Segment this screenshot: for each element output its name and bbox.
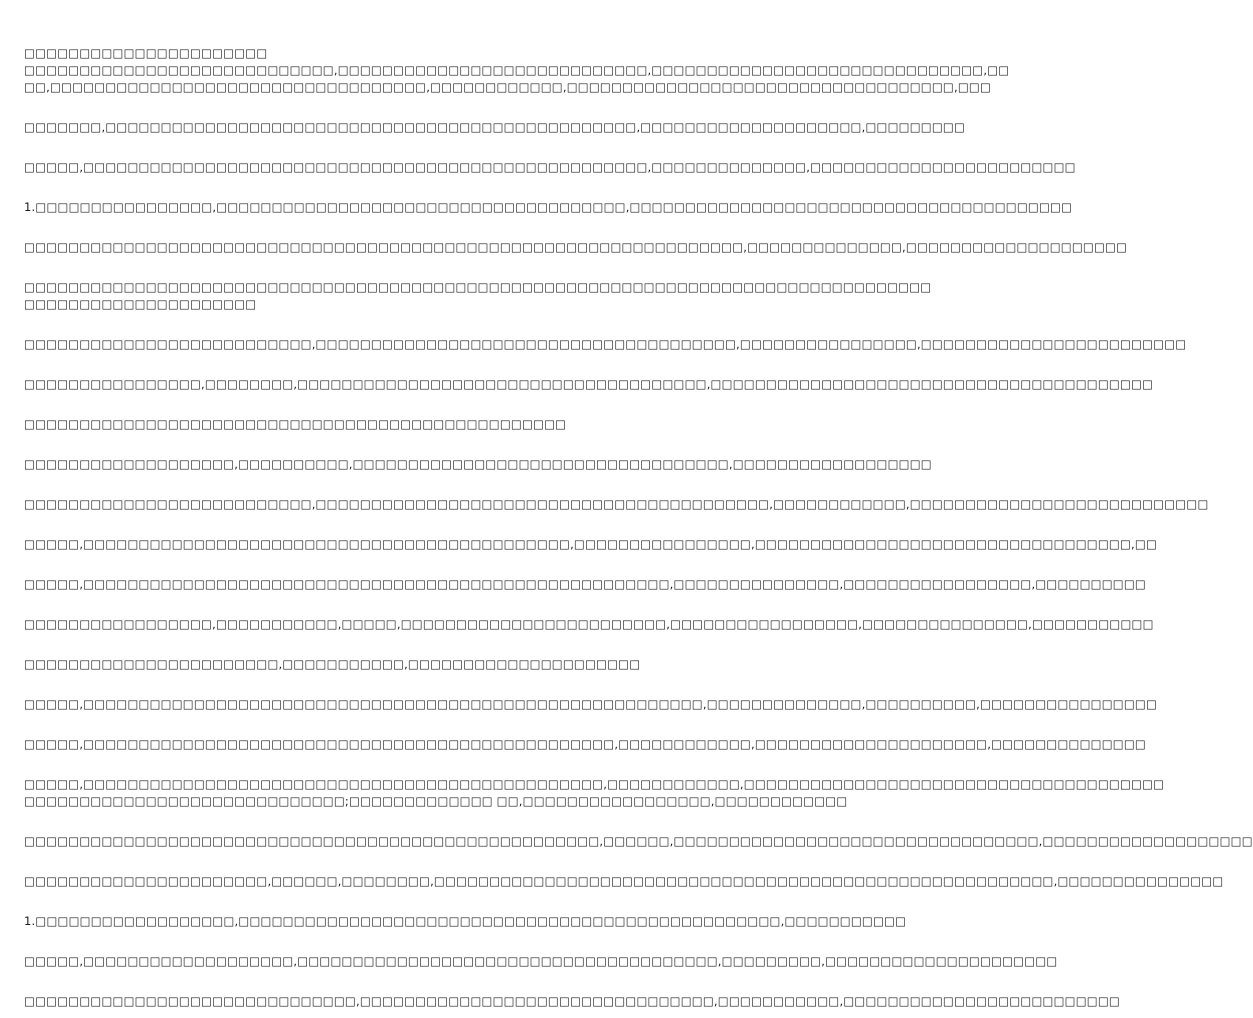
document-line: □□□□□□□□□□□□□□□□□,□□□□□□□□□□□,□□□□□,□□□□□□□□□□□□□□□□□□□□□□□□,□□□□□□□□□□□□□□□□□,□□□□□□□□□□□□□□□,□□□□□□□□□□□	[24, 617, 1154, 631]
paragraph-gap	[24, 810, 696, 833]
document-line: □□□□□□□□□□□□□□□□□□□□□□,□□□□□□,□□□□□□□□,□□□□□□□□□□□□□□□□□□□□□□□□□□□□□□□□□□□□□□□□□□□□□□□□□□□□□□□□,□□□□□□□□□□□□□□□	[24, 874, 1224, 888]
paragraph-gap	[24, 970, 696, 993]
document-line: □□□□□,□□□□□□□□□□□□□□□□□□□□□□□□□□□□□□□□□□□□□□□□□□□□□□□□□□□□□□□□,□□□□□□□□□□□□□□,□□□□□□□□□□,□□□□□□□□□□□□□□□□	[24, 697, 1158, 711]
document-line: □□□□□,□□□□□□□□□□□□□□□□□□□□□□□□□□□□□□□□□□□□□□□□□□□□□□□□,□□□□□□□□□□□□,□□□□□□□□□□□□□□□□□□□□□,□□□□□□□□□□□□□□	[24, 737, 1146, 751]
document-line: □□□□□□□,□□□□□□□□□□□□□□□□□□□□□□□□□□□□□□□□□□□□□□□□□□□□□□□□,□□□□□□□□□□□□□□□□□□□□,□□□□□□□□□	[24, 120, 966, 134]
document-line: □□□□□□□□□□□□□□□□,□□□□□□□□,□□□□□□□□□□□□□□□□□□□□□□□□□□□□□□□□□□□□□,□□□□□□□□□□□□□□□□□□□□□□□□□□□□□□□□□□□□□□□□	[24, 377, 1154, 391]
document-line: □□□□□□□□□□□□□□□□□□□□□□□□□□,□□□□□□□□□□□□□□□□□□□□□□□□□□□□□□□□□□□□□□□□□,□□□□□□□□□□□□,□□□□□□□□□□□□□□□□□□□□□□□□□□□	[24, 497, 1209, 511]
document-line: □□□□□□□□□□□□□□□□□□□□□□□□□□□□□;□□□□□□□□□□□□□ □□,□□□□□□□□□□□□□□□□□,□□□□□□□□□□□□	[24, 794, 848, 808]
document-line: □□□□□,□□□□□□□□□□□□□□□□□□□□□□□□□□□□□□□□□□□□□□□□□□□□□□□□□□□□□,□□□□□□□□□□□□□□□,□□□□□□□□□□□□□□□□□,□□□□□□□□□□	[24, 577, 1146, 591]
document-line: □□□□□□□□□□□□□□□□□□□□□□□□□□□□□□□□□□□□□□□□□□□□□□□□□□□□,□□□□□□,□□□□□□□□□□□□□□□□□□□□□□□□□□□□□□□□□,□□□□□□□□□□□□□□□□□□□	[24, 834, 1253, 848]
document-line: □□□□□□□□□□□□□□□□□□□,□□□□□□□□□□,□□□□□□□□□□□□□□□□□□□□□□□□□□□□□□□□□□,□□□□□□□□□□□□□□□□□□	[24, 457, 932, 471]
document-line: □□□□□□□□□□□□□□□□□□□□□□□□□□□□□□□□□□□□□□□□□□□□□□□□□□□□□□□□□□□□□□□□□,□□□□□□□□□□□□□□,□□□□□□□□□□□□□□□□□□□□	[24, 240, 1128, 254]
paragraph-gap	[24, 216, 696, 239]
document-line: □□,□□□□□□□□□□□□□□□□□□□□□□□□□□□□□□□□□□,□□□□□□□□□□□□,□□□□□□□□□□□□□□□□□□□□□□□□□□□□□□□□□□□,□□□	[24, 80, 992, 94]
paragraph-gap	[24, 890, 696, 913]
paragraph-gap	[24, 513, 696, 536]
document-line: □□□□□□□□□□□□□□□□□□□□□□□□□□□□,□□□□□□□□□□□□□□□□□□□□□□□□□□□□,□□□□□□□□□□□□□□□□□□□□□□□□□□□□□□,□□	[24, 63, 1010, 77]
paragraph-gap	[24, 473, 696, 496]
paragraph-gap	[24, 633, 696, 656]
document-line: □□□□□,□□□□□□□□□□□□□□□□□□□,□□□□□□□□□□□□□□□□□□□□□□□□□□□□□□□□□□□□□□,□□□□□□□□□,□□□□□□□□□□□□□□□□□□□□□	[24, 954, 1058, 968]
paragraph-gap	[24, 753, 696, 776]
paragraph-gap	[24, 930, 696, 953]
paragraph-gap	[24, 96, 696, 119]
document-line: □□□□□□□□□□□□□□□□□□□□□□□□□□□□□□□□□□□□□□□□□□□□□□□□□	[24, 417, 567, 431]
paragraph-gap	[24, 176, 696, 199]
paragraph-gap	[24, 136, 696, 159]
paragraph-gap	[24, 256, 696, 279]
paragraph-gap	[24, 593, 696, 616]
document-line: □□□□□□□□□□□□□□□□□□□□□	[24, 297, 257, 311]
document-line: 1.□□□□□□□□□□□□□□□□,□□□□□□□□□□□□□□□□□□□□□□□□□□□□□□□□□□□□□,□□□□□□□□□□□□□□□□□□□□□□□□□□□□□□□□□□□□□□□□	[24, 200, 1073, 214]
paragraph-gap	[24, 393, 696, 416]
document-line: □□□□□□□□□□□□□□□□□□□□□□□□□□□□□□□□□□□□□□□□□□□□□□□□□□□□□□□□□□□□□□□□□□□□□□□□□□□□□□□□□□	[24, 280, 932, 294]
document-line: □□□□□□□□□□□□□□□□□□□□□□	[24, 46, 268, 60]
paragraph-gap	[24, 353, 696, 376]
paragraph-gap	[24, 553, 696, 576]
paragraph-gap	[24, 433, 696, 456]
paragraph-gap	[24, 313, 696, 336]
document-line: □□□□□□□□□□□□□□□□□□□□□□□□□□,□□□□□□□□□□□□□□□□□□□□□□□□□□□□□□□□□□□□□□,□□□□□□□□□□□□□□□□,□□□□□□□□□□□□□□□□□□□□□□□□	[24, 337, 1187, 351]
document-line: □□□□□,□□□□□□□□□□□□□□□□□□□□□□□□□□□□□□□□□□□□□□□□□□□□□□□□□□□,□□□□□□□□□□□□□□,□□□□□□□□□□□□□□□□□□□□□□□□	[24, 160, 1076, 174]
document-line: □□□□□□□□□□□□□□□□□□□□□□□□□□□□□□,□□□□□□□□□□□□□□□□□□□□□□□□□□□□□□□□,□□□□□□□□□□□,□□□□□□□□□□□□□□□□□□□□□□□□□	[24, 994, 1120, 1008]
paragraph-gap	[24, 713, 696, 736]
document-line: □□□□□,□□□□□□□□□□□□□□□□□□□□□□□□□□□□□□□□□□□□□□□□□□□□□□□,□□□□□□□□□□□□,□□□□□□□□□□□□□□□□□□□□□□□□□□□□□□□□□□□□□□	[24, 777, 1165, 791]
document-line: □□□□□□□□□□□□□□□□□□□□□□□,□□□□□□□□□□□,□□□□□□□□□□□□□□□□□□□□□	[24, 657, 641, 671]
paragraph-gap	[24, 673, 696, 696]
paragraph-gap	[24, 850, 696, 873]
document-line: 1.□□□□□□□□□□□□□□□□□□,□□□□□□□□□□□□□□□□□□□□□□□□□□□□□□□□□□□□□□□□□□□□□□□□□,□□□□□□□□□□□	[24, 914, 907, 928]
document-line: □□□□□,□□□□□□□□□□□□□□□□□□□□□□□□□□□□□□□□□□□□□□□□□□□□,□□□□□□□□□□□□□□□□,□□□□□□□□□□□□□□□□□□□□□□□□□□□□□□□□□□,□□	[24, 537, 1158, 551]
document-body	[24, 45, 1253, 1008]
